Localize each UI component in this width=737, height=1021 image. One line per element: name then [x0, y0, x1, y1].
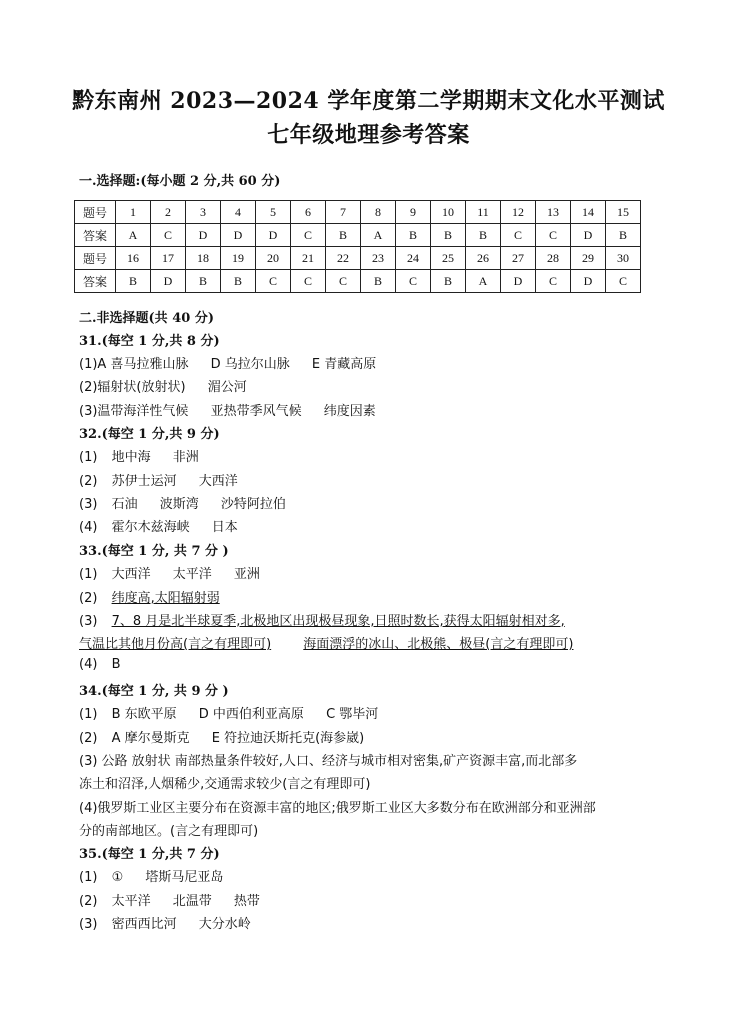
- table-cell: 2: [151, 201, 186, 224]
- table-cell: A: [361, 224, 396, 247]
- q33-l5-a: B: [111, 657, 121, 672]
- q33-heading: 33.(每空 1 分, 共 7 分 ): [79, 544, 229, 559]
- q32-l4-num: (4): [79, 520, 98, 535]
- table-cell: 4: [221, 201, 256, 224]
- q34-heading: 34.(每空 1 分, 共 9 分 ): [79, 684, 229, 699]
- table-cell: D: [151, 270, 186, 293]
- table-cell: 1: [116, 201, 151, 224]
- table-cell: 14: [571, 201, 606, 224]
- table-cell: 15: [606, 201, 641, 224]
- table-cell: 22: [326, 247, 361, 270]
- table-cell: A: [466, 270, 501, 293]
- table-cell: 16: [116, 247, 151, 270]
- q31-line-3: [79, 400, 376, 419]
- q33-line-5: [79, 657, 120, 672]
- q34-line-3: (3) 公路 放射状 南部热量条件较好,人口、经济与城市相对密集,矿产资源丰富,而北部多: [79, 754, 578, 769]
- table-cell: C: [256, 270, 291, 293]
- q31-l3-b: 亚热带季风气候: [210, 404, 302, 419]
- table-cell: 20: [256, 247, 291, 270]
- table-cell: 10: [431, 201, 466, 224]
- q35-l1-num: (1): [79, 870, 98, 885]
- table-cell: 27: [501, 247, 536, 270]
- q32-l3-b: 波斯湾: [159, 497, 199, 512]
- answer-table: [74, 200, 641, 293]
- table-cell: D: [571, 270, 606, 293]
- q35-l3-b: 大分水岭: [198, 917, 251, 932]
- table-cell: 18: [186, 247, 221, 270]
- q31-line-2: [79, 376, 247, 395]
- table-cell: 23: [361, 247, 396, 270]
- q31-l2-a: (2)辐射状(放射状): [79, 380, 186, 395]
- q31-l2-b: 湄公河: [207, 380, 247, 395]
- q34-line-2: [79, 727, 364, 746]
- q35-l3-num: (3): [79, 917, 98, 932]
- table-cell: B: [186, 270, 221, 293]
- section2-heading: 二.非选择题(共 40 分): [79, 311, 214, 326]
- table-cell: B: [361, 270, 396, 293]
- table-cell: 11: [466, 201, 501, 224]
- q33-l1-b: 太平洋: [172, 567, 212, 582]
- q32-l2-a: 苏伊士运河: [111, 474, 177, 489]
- q35-l2-a: 太平洋: [111, 894, 151, 909]
- q32-line-1: [79, 446, 199, 465]
- table-cell: C: [396, 270, 431, 293]
- table-cell: C: [536, 270, 571, 293]
- q31-line-1: [79, 353, 376, 372]
- table-row-numbers: [75, 247, 641, 270]
- q34-l1-b: D 中西伯利亚高原: [198, 707, 304, 722]
- table-cell: 5: [256, 201, 291, 224]
- q34-l2-a: A 摩尔曼斯克: [111, 731, 190, 746]
- table-row-label: 答案: [75, 270, 116, 293]
- q32-heading: 32.(每空 1 分,共 9 分): [79, 427, 220, 442]
- table-cell: B: [431, 270, 466, 293]
- table-cell: 6: [291, 201, 326, 224]
- table-cell: 21: [291, 247, 326, 270]
- table-row-label: 答案: [75, 224, 116, 247]
- table-cell: 7: [326, 201, 361, 224]
- q31-l1-b: D 乌拉尔山脉: [210, 357, 290, 372]
- q34-l2-b: E 符拉迪沃斯托克(海参崴): [211, 731, 365, 746]
- q33-l4-b: 海面漂浮的冰山、北极熊、极昼(言之有理即可): [303, 637, 574, 652]
- q34-line-1: [79, 703, 378, 722]
- table-row-label: 题号: [75, 201, 116, 224]
- q32-line-2: [79, 470, 238, 489]
- table-cell: 13: [536, 201, 571, 224]
- q35-l1-b: 塔斯马尼亚岛: [145, 870, 224, 885]
- table-cell: B: [326, 224, 361, 247]
- q33-line-3: [79, 610, 565, 629]
- table-cell: 25: [431, 247, 466, 270]
- q34-line-5: (4)俄罗斯工业区主要分布在资源丰富的地区;俄罗斯工业区大多数分布在欧洲部分和亚洲部: [79, 801, 596, 816]
- q33-l2-a: 纬度高,太阳辐射弱: [111, 591, 220, 606]
- table-cell: 30: [606, 247, 641, 270]
- q33-line-2: [79, 587, 220, 606]
- q34-l1-num: (1): [79, 707, 98, 722]
- table-row-numbers: [75, 201, 641, 224]
- q35-l1-a: ①: [111, 870, 124, 885]
- table-cell: D: [221, 224, 256, 247]
- q35-l2-b: 北温带: [172, 894, 212, 909]
- q33-line-4: [79, 633, 573, 652]
- table-cell: 17: [151, 247, 186, 270]
- q33-l3-a: 7、8 月是北半球夏季,北极地区出现极昼现象,日照时数长,获得太阳辐射相对多,: [111, 614, 565, 629]
- q32-l1-a: 地中海: [111, 450, 151, 465]
- table-cell: B: [431, 224, 466, 247]
- q35-heading: 35.(每空 1 分,共 7 分): [79, 847, 220, 862]
- q35-line-2: [79, 890, 260, 909]
- title-line-1: 黔东南州 2023—2024 学年度第二学期期末文化水平测试: [72, 88, 665, 114]
- table-cell: C: [291, 270, 326, 293]
- q32-l2-b: 大西洋: [198, 474, 238, 489]
- q34-line-6: 分的南部地区。(言之有理即可): [79, 824, 259, 839]
- table-row-answers: [75, 224, 641, 247]
- q33-l5-num: (4): [79, 657, 98, 672]
- q31-l1-a: (1)A 喜马拉雅山脉: [79, 357, 189, 372]
- q32-l2-num: (2): [79, 474, 98, 489]
- q34-l2-num: (2): [79, 731, 98, 746]
- q31-heading: 31.(每空 1 分,共 8 分): [79, 334, 220, 349]
- q35-line-3: [79, 913, 251, 932]
- table-cell: B: [466, 224, 501, 247]
- q33-l1-num: (1): [79, 567, 98, 582]
- table-cell: 29: [571, 247, 606, 270]
- q32-l1-b: 非洲: [172, 450, 199, 465]
- q34-line-4: 冻土和沼泽,人烟稀少,交通需求较少(言之有理即可): [79, 777, 371, 792]
- q32-l4-b: 日本: [211, 520, 238, 535]
- q31-l1-c: E 青藏高原: [311, 357, 377, 372]
- table-cell: D: [501, 270, 536, 293]
- q31-l3-c: 纬度因素: [323, 404, 376, 419]
- table-row-answers: [75, 270, 641, 293]
- table-cell: C: [291, 224, 326, 247]
- table-cell: A: [116, 224, 151, 247]
- table-cell: C: [606, 270, 641, 293]
- q32-l4-a: 霍尔木兹海峡: [111, 520, 190, 535]
- q33-line-1: [79, 563, 260, 582]
- q32-l3-a: 石油: [111, 497, 138, 512]
- section1-heading: 一.选择题:(每小题 2 分,共 60 分): [79, 174, 281, 189]
- table-cell: B: [606, 224, 641, 247]
- table-cell: 8: [361, 201, 396, 224]
- table-cell: C: [326, 270, 361, 293]
- table-cell: D: [256, 224, 291, 247]
- table-cell: C: [501, 224, 536, 247]
- table-cell: 24: [396, 247, 431, 270]
- q33-l4-a: 气温比其他月份高(言之有理即可): [79, 637, 272, 652]
- q32-line-3: [79, 493, 286, 512]
- q32-line-4: [79, 516, 238, 535]
- table-cell: C: [151, 224, 186, 247]
- q33-l1-c: 亚洲: [233, 567, 260, 582]
- q34-l1-a: B 东欧平原: [111, 707, 177, 722]
- table-cell: 3: [186, 201, 221, 224]
- title-line-2: 七年级地理参考答案: [267, 122, 470, 148]
- q32-l1-num: (1): [79, 450, 98, 465]
- table-cell: 9: [396, 201, 431, 224]
- q35-l3-a: 密西西比河: [111, 917, 177, 932]
- table-cell: 26: [466, 247, 501, 270]
- q35-l2-num: (2): [79, 894, 98, 909]
- table-cell: D: [186, 224, 221, 247]
- q32-l3-c: 沙特阿拉伯: [220, 497, 286, 512]
- answer-table-body: [75, 201, 641, 293]
- q32-l3-num: (3): [79, 497, 98, 512]
- table-cell: B: [396, 224, 431, 247]
- table-cell: D: [571, 224, 606, 247]
- table-cell: B: [221, 270, 256, 293]
- q31-l3-a: (3)温带海洋性气候: [79, 404, 189, 419]
- q35-line-1: [79, 866, 223, 885]
- q33-l3-num: (3): [79, 614, 98, 629]
- table-cell: 28: [536, 247, 571, 270]
- q34-l1-c: C 鄂毕河: [326, 707, 379, 722]
- q33-l1-a: 大西洋: [111, 567, 151, 582]
- table-cell: B: [116, 270, 151, 293]
- table-cell: 19: [221, 247, 256, 270]
- q35-l2-c: 热带: [233, 894, 260, 909]
- table-cell: 12: [501, 201, 536, 224]
- table-row-label: 题号: [75, 247, 116, 270]
- table-cell: C: [536, 224, 571, 247]
- q33-l2-num: (2): [79, 591, 98, 606]
